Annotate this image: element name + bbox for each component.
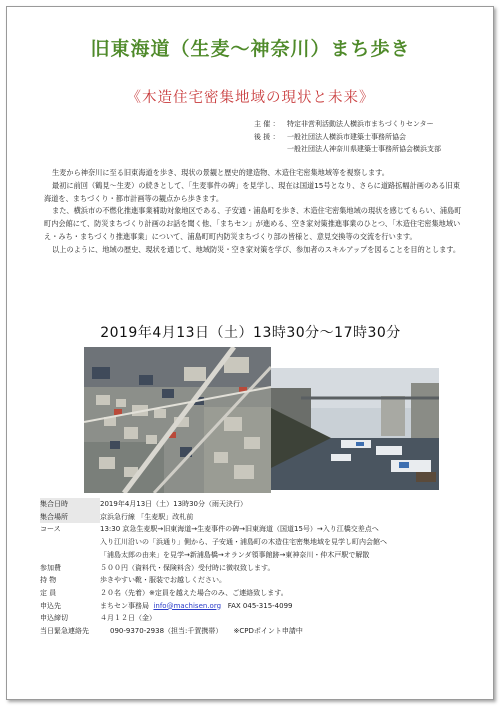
event-datetime: 2019年4月13日（土）13時30分～17時30分 (100, 325, 401, 341)
course-line: 入り江川沿いの「浜通り」側から、子安通・浦島町の木造住宅密集地域を見学し町内会館へ (100, 538, 387, 547)
detail-row-fee (40, 562, 480, 575)
organizer-label: 後 援 ： (254, 132, 280, 141)
organizer-label (254, 143, 287, 156)
detail-value: 13:30 京急生麦駅→旧東海道→生麦事件の碑→旧東海道（国道15号）→入り江橋交差点へ (100, 525, 379, 534)
organizers (254, 118, 494, 156)
detail-row-date (40, 498, 480, 511)
detail-row-place (40, 511, 480, 524)
detail-label: 集合日時 (40, 498, 100, 511)
detail-label: 定 員 (40, 588, 57, 597)
organizer-support-2 (254, 143, 494, 156)
event-details (40, 498, 480, 638)
course-line: 「浦島太郎の由来」を見学→新浦島橋→オランダ領事館跡→東神奈川・仲木戸駅で解散 (100, 550, 370, 559)
detail-value: 2019年4月13日（土）13時30分（雨天決行） (100, 500, 247, 508)
description-paragraph: 生麦から神奈川に至る旧東海道を歩き、現状の景観と歴史的建造物、木造住宅密集地域等を視察します。 (52, 168, 389, 177)
flyer-title: 旧東海道（生麦～神奈川）まち歩き (90, 38, 411, 60)
description-paragraph: 以上のように、地域の歴史、現状を通じて、地域防災・空き家対策を学び、参加者のスキルアップを図ることを目的とします。 (52, 244, 461, 254)
detail-row-emergency (40, 625, 480, 638)
detail-value: ４月１２日（金） (100, 614, 156, 623)
detail-value: ５００円（資料代・保険料含）受付時に徴収致します。 (100, 563, 275, 572)
detail-row-capacity (40, 587, 480, 600)
apply-contact (100, 600, 480, 613)
contact-email-link[interactable]: info@machisen.org (153, 601, 222, 610)
canal-photo (271, 368, 439, 490)
detail-label: 集合場所 (40, 511, 100, 524)
aerial-photo (84, 347, 271, 493)
emergency-phone: 090-9370-2938（担当:千賀携帯） (110, 627, 223, 636)
detail-row-deadline (40, 612, 480, 625)
emergency-contact (110, 625, 480, 638)
detail-label: 持 物 (40, 576, 57, 585)
apply-office: まちセン事務局 (100, 601, 149, 610)
detail-row-belongings (40, 574, 480, 587)
organizer-host (254, 118, 494, 131)
organizer-name: 特定非営利活動法人横浜市まちづくりセンター (287, 120, 434, 128)
organizer-name: 一般社団法人神奈川県建築士事務所協会横浜支部 (287, 145, 441, 153)
detail-label: 申込先 (40, 601, 61, 610)
detail-row-apply (40, 600, 480, 613)
description (44, 167, 464, 257)
detail-value: 京浜急行線 「生麦駅」改札前 (100, 512, 194, 521)
detail-label: 申込締切 (40, 614, 68, 623)
detail-row-course (40, 523, 480, 536)
detail-value: ２０名（先着）※定員を越えた場合のみ、ご連絡致します。 (100, 588, 288, 597)
cpd-note: ※CPDポイント申請中 (233, 627, 303, 636)
detail-label: 当日緊急連絡先 (40, 627, 89, 636)
detail-label: コース (40, 525, 61, 534)
flyer-subtitle: 《木造住宅密集地域の現状と未来》 (126, 90, 375, 106)
description-paragraph: 最初に前回（鶴見～生麦）の続きとして、「生麦事件の碑」を見学し、現在は国道15号となり、さらに道路拡幅計画のある旧東海道を、まちづくり・都市計画等の観点から歩きます。 (44, 180, 460, 203)
description-paragraph: また、横浜市の不燃化推進事業補助対象地区である、子安通・浦島町を歩き、木造住宅密集地域の現状を感じてもらい、浦島町町内会館にて、防災まちづくり計画のお話を聞く他、「まちセン」が進める、空き家対策推進事業のひとつ、「木造住宅密集地域いえ・みち・まちづくり推進事業」について、浦島町町内防災まちづくり部の皆様と、意見交換等の交流を行います。 (44, 206, 462, 241)
organizer-label: 主 催 ： (254, 120, 280, 128)
detail-label: 参加費 (40, 563, 61, 572)
organizer-support (254, 131, 494, 144)
contact-fax: FAX 045-315-4099 (227, 601, 293, 610)
detail-value: 歩きやすい靴・服装でお越しください。 (100, 576, 226, 585)
organizer-name: 一般社団法人横浜市建築士事務所協会 (287, 132, 406, 141)
